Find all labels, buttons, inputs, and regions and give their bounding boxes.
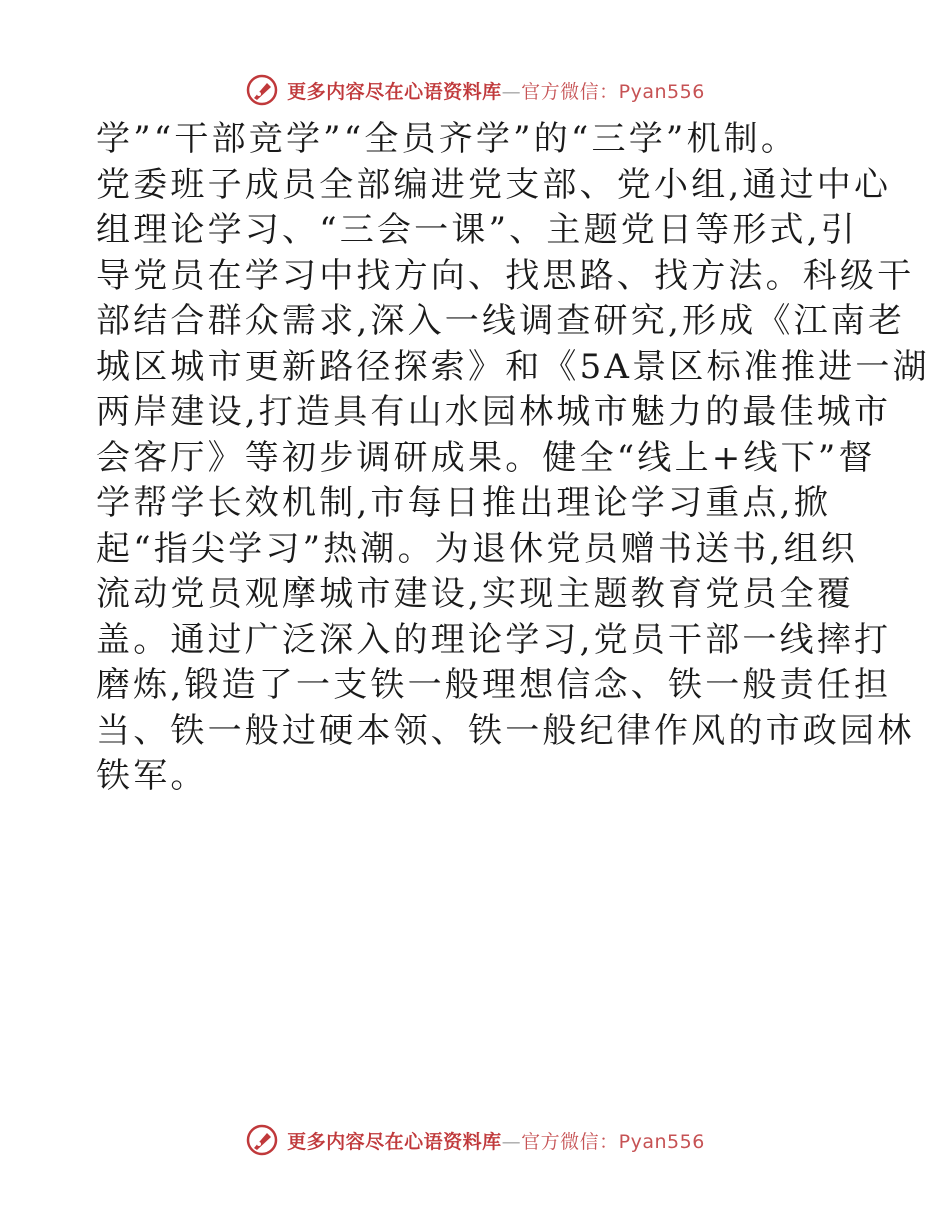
- body-line: 学”“干部竞学”“全员齐学”的“三学”机制。: [96, 119, 799, 159]
- body-line: 学帮学长效机制,市每日推出理论学习重点,掀: [96, 483, 831, 523]
- header-brand: 更多内容尽在心语资料库: [287, 80, 502, 103]
- header-contact: 官方微信：Pyan556: [521, 80, 705, 103]
- body-line: 导党员在学习中找方向、找思路、找方法。科级干: [96, 255, 915, 296]
- body-line: 城区城市更新路径探索》和《5A景区标准推进一湖: [96, 346, 930, 387]
- footer-brand: 更多内容尽在心语资料库: [287, 1130, 502, 1153]
- body-line: 部结合群众需求,深入一线调查研究,形成《江南老: [96, 301, 906, 341]
- footer-contact: 官方微信：Pyan556: [521, 1130, 705, 1153]
- footer-separator: —: [501, 1130, 522, 1153]
- header-text: [287, 77, 705, 104]
- body-line: 盖。通过广泛深入的理论学习,党员干部一线摔打: [96, 619, 892, 660]
- body-line: 会客厅》等初步调研成果。健全“线上+线下”督: [96, 437, 876, 478]
- header-banner: [0, 70, 950, 110]
- body-line: 磨炼,锻造了一支铁一般理想信念、铁一般责任担: [96, 665, 892, 705]
- pen-nib-logo-icon: [245, 73, 279, 107]
- body-line: 党委班子成员全部编进党支部、党小组,通过中心: [96, 164, 892, 205]
- document-body: [96, 117, 930, 800]
- pen-nib-logo-icon: [245, 1123, 279, 1157]
- footer-text: [287, 1127, 705, 1154]
- header-separator: —: [501, 80, 522, 103]
- footer-banner: [0, 1120, 950, 1160]
- body-line: 流动党员观摩城市建设,实现主题教育党员全覆: [96, 574, 855, 614]
- body-line: 当、铁一般过硬本领、铁一般纪律作风的市政园林: [96, 710, 915, 751]
- body-line: 组理论学习、“三会一课”、主题党日等形式,引: [96, 210, 858, 250]
- body-line: 两岸建设,打造具有山水园林城市魅力的最佳城市: [96, 392, 892, 432]
- body-line: 铁军。: [96, 756, 208, 796]
- body-line: 起“指尖学习”热潮。为退休党员赠书送书,组织: [96, 528, 858, 569]
